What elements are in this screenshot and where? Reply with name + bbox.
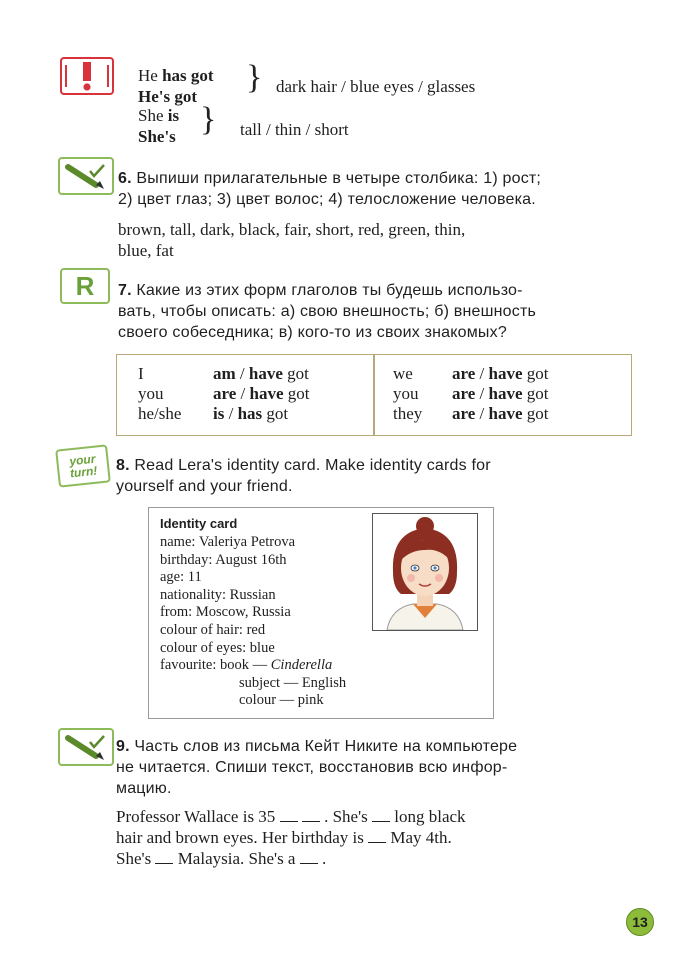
page-number-badge — [626, 908, 654, 936]
blank-field — [280, 809, 298, 822]
r-letter-label: R — [75, 270, 95, 301]
pen-write-icon — [58, 157, 114, 195]
task-7-instructions: 7. Какие из этих форм глаголов ты будешь использо- вать, чтобы описать: а) свою внешность; б) внешность своего собеседника; в) кого-то из своих знакомых? — [118, 282, 537, 341]
blank-field — [300, 851, 318, 864]
card-field-age: age: 11 — [160, 569, 202, 586]
your-turn-icon — [55, 444, 111, 487]
verb-forms-table — [116, 354, 632, 436]
task-9-paragraph-line-3: She's Malaysia. She's a . — [116, 849, 327, 868]
card-field-favourite: favourite: book — Cinderella — [160, 657, 333, 674]
table-row: is / has got — [213, 404, 289, 423]
table-row: he/she — [138, 404, 182, 423]
grammar-line-1: He has got — [138, 66, 214, 85]
r-letter-icon — [60, 268, 110, 304]
pen-write-icon-2 — [58, 728, 114, 766]
grammar-options-2: tall / thin / short — [240, 120, 349, 139]
task-9-paragraph-line-1: Professor Wallace is 35 . She's long black — [116, 807, 466, 826]
card-field-subject: subject — English — [239, 674, 347, 691]
card-field-from: from: Moscow, Russia — [160, 604, 291, 621]
task-9-instructions: 9. Часть слов из письма Кейт Никите на компьютере не читается. Спиши текст, восстановив всю инфор- мацию. — [116, 738, 518, 797]
blank-field — [368, 830, 386, 843]
table-row: are / have got — [213, 384, 310, 403]
card-field-nationality: nationality: Russian — [160, 586, 276, 603]
task-6-instructions: 6. Выпиши прилагательные в четыре столбика: 1) рост; 2) цвет глаз; 3) цвет волос; 4) телосложение человека. — [118, 170, 542, 208]
table-divider — [373, 355, 375, 435]
table-row: you — [138, 384, 164, 403]
grammar-options-1: dark hair / blue eyes / glasses — [276, 77, 476, 96]
your-turn-word-1: your — [68, 451, 97, 469]
table-row: am / have got — [213, 364, 309, 383]
your-turn-word-2: turn! — [69, 463, 98, 481]
card-field-colour: colour — pink — [239, 692, 324, 709]
table-row: I — [138, 364, 144, 383]
table-row: they — [393, 404, 423, 423]
brace-2: } — [200, 101, 217, 138]
brace-1: } — [246, 59, 263, 96]
girl-portrait-illustration — [373, 514, 477, 630]
lera-portrait — [372, 513, 478, 631]
blank-field — [155, 851, 173, 864]
blank-field — [302, 809, 320, 822]
alert-icon — [60, 57, 114, 95]
card-field-hair: colour of hair: red — [160, 622, 266, 638]
table-row: we — [393, 364, 413, 383]
table-row: are / have got — [452, 384, 549, 403]
task-8-instructions: 8. Read Lera's identity card. Make identity cards for yourself and your friend. — [116, 457, 491, 495]
card-field-name: name: Valeriya Petrova — [160, 534, 296, 550]
task-6-word-list: brown, tall, dark, black, fair, short, red, green, thin, blue, fat — [118, 220, 466, 260]
card-field-birthday: birthday: August 16th — [160, 551, 287, 568]
blank-field — [372, 809, 390, 822]
card-field-eyes: colour of eyes: blue — [160, 639, 275, 656]
card-title: Identity card — [160, 516, 238, 531]
grammar-line-2: He's got — [138, 87, 198, 106]
table-row: are / have got — [452, 404, 549, 423]
grammar-line-3: She is — [138, 106, 180, 125]
table-row: you — [393, 384, 419, 403]
task-9-paragraph-line-2: hair and brown eyes. Her birthday is May 4th. — [116, 828, 452, 847]
page-number: 13 — [632, 914, 648, 930]
grammar-line-4: She's — [138, 127, 176, 146]
table-row: are / have got — [452, 364, 549, 383]
